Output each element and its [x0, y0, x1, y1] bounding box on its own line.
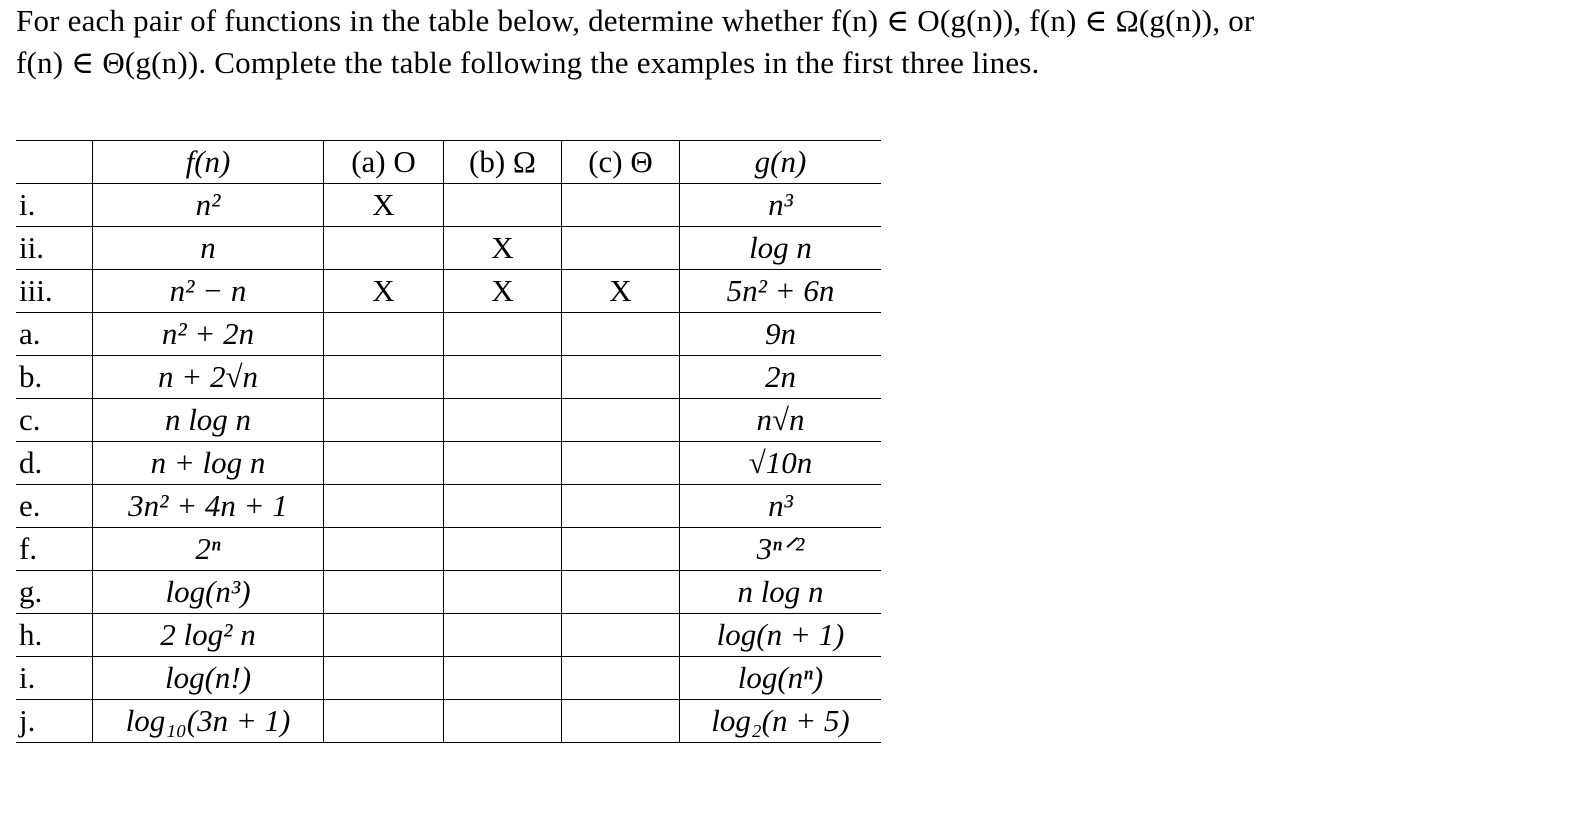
table-row [16, 356, 881, 399]
header-big-omega: (b) Ω [444, 141, 562, 184]
big-theta-cell[interactable] [562, 313, 680, 356]
table-row [16, 528, 881, 571]
big-o-cell[interactable] [324, 700, 444, 743]
table-row [16, 614, 881, 657]
big-theta-cell[interactable] [562, 485, 680, 528]
big-o-cell[interactable] [324, 571, 444, 614]
big-theta-cell[interactable]: X [562, 270, 680, 313]
row-label: a. [16, 313, 93, 356]
table-row [16, 657, 881, 700]
big-omega-cell[interactable] [444, 184, 562, 227]
f-cell: n [93, 227, 324, 270]
big-omega-cell[interactable] [444, 313, 562, 356]
big-theta-cell[interactable] [562, 700, 680, 743]
big-omega-cell[interactable] [444, 442, 562, 485]
table-row [16, 485, 881, 528]
table-row [16, 227, 881, 270]
table-row [16, 313, 881, 356]
big-o-cell[interactable] [324, 356, 444, 399]
row-label: b. [16, 356, 93, 399]
row-label: g. [16, 571, 93, 614]
big-o-cell[interactable] [324, 227, 444, 270]
big-o-cell[interactable] [324, 485, 444, 528]
f-cell: log(n³) [93, 571, 324, 614]
big-theta-cell[interactable] [562, 184, 680, 227]
big-omega-cell[interactable] [444, 571, 562, 614]
f-cell: n² − n [93, 270, 324, 313]
f-cell: n + 2√n [93, 356, 324, 399]
g-cell: 9n [680, 313, 882, 356]
table-row [16, 442, 881, 485]
big-theta-cell[interactable] [562, 571, 680, 614]
header-big-o: (a) O [324, 141, 444, 184]
big-omega-cell[interactable] [444, 657, 562, 700]
big-o-cell[interactable]: X [324, 184, 444, 227]
f-cell: 2ⁿ [93, 528, 324, 571]
g-cell: n³ [680, 184, 882, 227]
big-theta-cell[interactable] [562, 528, 680, 571]
f-cell: n² + 2n [93, 313, 324, 356]
row-label: h. [16, 614, 93, 657]
big-theta-cell[interactable] [562, 356, 680, 399]
big-o-cell[interactable] [324, 657, 444, 700]
g-cell: √10n [680, 442, 882, 485]
big-theta-cell[interactable] [562, 399, 680, 442]
header-g-of-n: g(n) [680, 141, 882, 184]
row-label: f. [16, 528, 93, 571]
row-label: j. [16, 700, 93, 743]
table-row [16, 184, 881, 227]
big-omega-cell[interactable] [444, 399, 562, 442]
f-cell: 3n² + 4n + 1 [93, 485, 324, 528]
g-cell: 5n² + 6n [680, 270, 882, 313]
f-cell: log(n!) [93, 657, 324, 700]
f-cell: n log n [93, 399, 324, 442]
f-cell: log₁₀(3n + 1) [93, 700, 324, 743]
header-label [16, 141, 93, 184]
row-label: d. [16, 442, 93, 485]
big-theta-cell[interactable] [562, 227, 680, 270]
problem-statement [16, 0, 1556, 84]
big-omega-cell[interactable] [444, 485, 562, 528]
table-row [16, 700, 881, 743]
problem-statement-line-2: f(n) ∈ Θ(g(n)). Complete the table following the examples in the first three lines. [16, 45, 1040, 80]
g-cell: log n [680, 227, 882, 270]
big-omega-cell[interactable] [444, 356, 562, 399]
big-omega-cell[interactable]: X [444, 270, 562, 313]
big-theta-cell[interactable] [562, 657, 680, 700]
g-cell: 2n [680, 356, 882, 399]
big-omega-cell[interactable] [444, 614, 562, 657]
big-o-cell[interactable] [324, 528, 444, 571]
table-row [16, 399, 881, 442]
row-label: i. [16, 657, 93, 700]
big-omega-cell[interactable] [444, 528, 562, 571]
g-cell: log₂(n + 5) [680, 700, 882, 743]
row-label: c. [16, 399, 93, 442]
big-omega-cell[interactable] [444, 700, 562, 743]
row-label: i. [16, 184, 93, 227]
row-label: e. [16, 485, 93, 528]
table-header-row [16, 141, 881, 184]
g-cell: n√n [680, 399, 882, 442]
big-o-cell[interactable] [324, 313, 444, 356]
f-cell: n² [93, 184, 324, 227]
big-omega-cell[interactable]: X [444, 227, 562, 270]
g-cell: 3ⁿᐟ² [680, 528, 882, 571]
g-cell: log(nⁿ) [680, 657, 882, 700]
big-theta-cell[interactable] [562, 614, 680, 657]
g-cell: log(n + 1) [680, 614, 882, 657]
table-row [16, 270, 881, 313]
f-cell: n + log n [93, 442, 324, 485]
big-o-cell[interactable] [324, 399, 444, 442]
big-o-cell[interactable] [324, 442, 444, 485]
g-cell: n³ [680, 485, 882, 528]
big-o-cell[interactable] [324, 614, 444, 657]
header-big-theta: (c) Θ [562, 141, 680, 184]
row-label: iii. [16, 270, 93, 313]
header-f-of-n: f(n) [93, 141, 324, 184]
asymptotic-comparison-table [16, 140, 881, 743]
big-o-cell[interactable]: X [324, 270, 444, 313]
big-theta-cell[interactable] [562, 442, 680, 485]
row-label: ii. [16, 227, 93, 270]
problem-statement-line-1: For each pair of functions in the table below, determine whether f(n) ∈ O(g(n)), f(n) ∈ Ω(g(n)), or [16, 3, 1255, 38]
g-cell: n log n [680, 571, 882, 614]
table-row [16, 571, 881, 614]
f-cell: 2 log² n [93, 614, 324, 657]
